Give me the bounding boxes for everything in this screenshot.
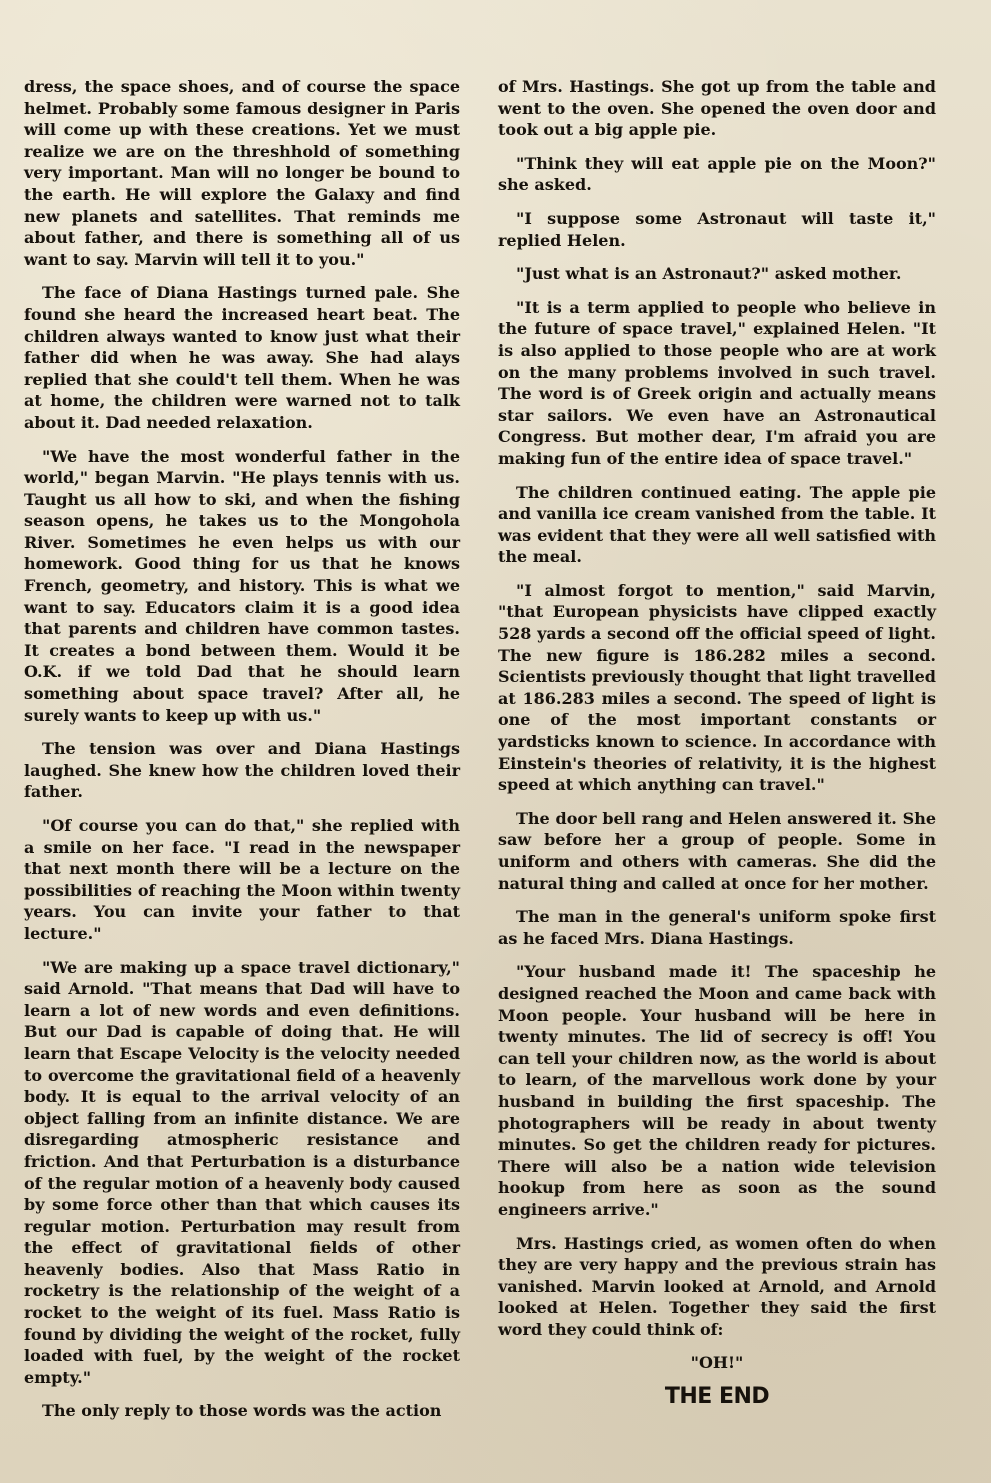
paragraph: "It is a term applied to people who believe in the future of space travel," explained Helen. "It is also applied to those people who are at work on the many problems involved in such travel. The word is of Greek origin and actually means star sailors. We even have an Astronautical Congress. But mother dear, I'm afraid you are making fun of the entire idea of space travel."	[498, 297, 936, 468]
paragraph: The man in the general's uniform spoke first as he faced Mrs. Diana Hastings.	[498, 907, 936, 948]
paragraph: "We have the most wonderful father in the world," began Marvin. "He plays tennis with us. Taught us all how to ski, and when the fishing season opens, he takes us to the Mongohola River. Sometimes he even helps us with our homework. Good thing for us that he knows French, geometry, and history. This is what we want to say. Educators claim it is a good idea that parents and children have common tastes. It creates a bond between them. Would it be O.K. if we told Dad that he should learn something about space travel? After all, he surely wants to keep up with us."	[24, 446, 460, 725]
paragraph: "We are making up a space travel dictionary," said Arnold. "That means that Dad will have to learn a lot of new words and even definitions. But our Dad is capable of doing that. He will learn that Escape Velocity is the velocity needed to overcome the gravitational field of a heavenly body. It is equal to the arrival velocity of an object falling from an infinite distance. We are disregarding atmospheric resistance and friction. And that Perturbation is a disturbance of the regular motion of a heavenly body caused by some force other than that which causes its regular motion. Perturbation may result from the effect of gravitational fields of other heavenly bodies. Also that Mass Ratio in rocketry is the relationship of the weight of a rocket to the weight of its fuel. Mass Ratio is found by dividing the weight of the rocket, fully loaded with fuel, by the weight of the rocket empty."	[24, 957, 460, 1387]
paragraph: The door bell rang and Helen answered it. She saw before her a group of people. Some in uniform and others with cameras. She did the natural thing and called at once for her mother.	[498, 808, 936, 893]
paragraph: "Of course you can do that," she replied with a smile on her face. "I read in the newspaper that next month there will be a lecture on the possibilities of reaching the Moon within twenty years. You can invite your father to that lecture."	[24, 816, 460, 943]
right-column	[498, 76, 936, 1420]
exclamation: "OH!"	[690, 1353, 744, 1373]
paragraph: of Mrs. Hastings. She got up from the table and went to the oven. She opened the oven door and took out a big apple pie.	[498, 77, 936, 140]
paragraph: The children continued eating. The apple pie and vanilla ice cream vanished from the table. It was evident that they were all well satisfied with the meal.	[498, 482, 936, 567]
paragraph: The tension was over and Diana Hastings laughed. She knew how the children loved their father.	[24, 739, 460, 802]
paragraph: "I almost forgot to mention," said Marvin, "that European physicists have clipped exactly 528 yards a second off the official speed of light. The new figure is 186.282 miles a second. Scientists previously thought that light travelled at 186.283 miles a second. The speed of light is one of the most important constants or yardsticks known to science. In accordance with Einstein's theories of relativity, it is the highest speed at which anything can travel."	[498, 580, 936, 795]
paragraph: "Just what is an Astronaut?" asked mother.	[516, 264, 902, 284]
paragraph: "Think they will eat apple pie on the Moon?" she asked.	[498, 153, 936, 195]
the-end-heading: THE END	[664, 1384, 770, 1410]
paragraph: The only reply to those words was the action	[42, 1401, 442, 1421]
paragraph: "Your husband made it! The spaceship he designed reached the Moon and came back with Moon people. Your husband will be here in twenty minutes. The lid of secrecy is off! You can tell your children now, as the world is about to learn, of the marvellous work done by your husband in building the first spaceship. The photographers will be ready in about twenty minutes. So get the children ready for pictures. There will also be a nation wide television hookup from here as soon as the sound engineers arrive."	[498, 962, 936, 1219]
paragraph: The face of Diana Hastings turned pale. She found she heard the increased heart beat. The children always wanted to know just what their father did when he was away. She had alays replied that she could't tell them. When he was at home, the children were warned not to talk about it. Dad needed relaxation.	[24, 283, 460, 432]
paragraph: Mrs. Hastings cried, as women often do when they are very happy and the previous strain has vanished. Marvin looked at Arnold, and Arnold looked at Helen. Together they said the first word they could think of:	[498, 1233, 936, 1339]
paragraph: dress, the space shoes, and of course the space helmet. Probably some famous designer in Paris will come up with these creations. Yet we must realize we are on the threshhold of something very important. Man will no longer be bound to the earth. He will explore the Galaxy and find new planets and satellites. That reminds me about father, and there is something all of us want to say. Marvin will tell it to you."	[24, 77, 460, 269]
paragraph: "I suppose some Astronaut will taste it," replied Helen.	[498, 208, 936, 250]
left-column	[24, 76, 460, 1434]
